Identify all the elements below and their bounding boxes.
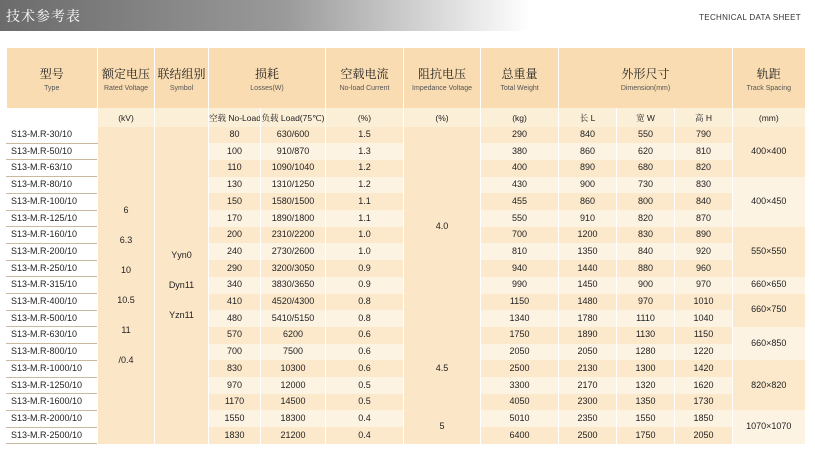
noload-current-cell: 0.6 — [326, 344, 404, 361]
dim-l-cell: 860 — [559, 143, 617, 160]
noload-current-cell: 0.6 — [326, 360, 404, 377]
dim-l-cell: 860 — [559, 193, 617, 210]
dim-l-cell: 2500 — [559, 427, 617, 444]
noload-loss-cell: 480 — [209, 310, 261, 327]
load-loss-cell: 10300 — [261, 360, 326, 377]
units-symbol — [155, 108, 209, 127]
dim-l-cell: 1450 — [559, 277, 617, 294]
dim-w-cell: 1130 — [617, 327, 675, 344]
load-loss-cell: 6200 — [261, 327, 326, 344]
load-loss-cell: 1580/1500 — [261, 193, 326, 210]
voltage-value: 11 — [121, 325, 131, 336]
load-loss-cell: 12000 — [261, 377, 326, 394]
load-loss-cell: 21200 — [261, 427, 326, 444]
dim-h-cell: 790 — [675, 127, 733, 143]
weight-cell: 2050 — [481, 344, 559, 361]
type-cell: S13-M.R-1250/10 — [7, 377, 98, 394]
type-cell: S13-M.R-2500/10 — [7, 427, 98, 444]
load-loss-cell: 910/870 — [261, 143, 326, 160]
weight-cell: 1340 — [481, 310, 559, 327]
track-spacing-cell: 400×400 — [733, 127, 805, 177]
weight-cell: 5010 — [481, 410, 559, 427]
type-cell: S13-M.R-630/10 — [7, 327, 98, 344]
noload-loss-cell: 240 — [209, 243, 261, 260]
dim-h-cell: 2050 — [675, 427, 733, 444]
type-cell: S13-M.R-1000/10 — [7, 360, 98, 377]
column-header-weight: 总重量 Total Weight — [481, 48, 559, 108]
rated-voltage-cell — [98, 127, 155, 444]
dim-l-cell: 910 — [559, 210, 617, 227]
type-cell: S13-M.R-30/10 — [7, 127, 98, 143]
dim-l-cell: 890 — [559, 160, 617, 177]
column-header-type: 型号 Type — [7, 48, 98, 108]
technical-data-table — [6, 48, 804, 444]
dim-h-cell: 870 — [675, 210, 733, 227]
dim-w-cell: 970 — [617, 294, 675, 311]
noload-loss-cell: 570 — [209, 327, 261, 344]
weight-cell: 290 — [481, 127, 559, 143]
track-spacing-cell: 400×450 — [733, 177, 805, 227]
voltage-value: 10 — [120, 265, 131, 276]
load-loss-cell: 5410/5150 — [261, 310, 326, 327]
noload-loss-cell: 100 — [209, 143, 261, 160]
noload-loss-cell: 150 — [209, 193, 261, 210]
dim-w-cell: 680 — [617, 160, 675, 177]
noload-loss-cell: 970 — [209, 377, 261, 394]
dim-h-cell: 1150 — [675, 327, 733, 344]
type-cell: S13-M.R-80/10 — [7, 177, 98, 194]
noload-current-cell: 1.2 — [326, 160, 404, 177]
page-header — [0, 0, 815, 31]
dim-w-cell: 1550 — [617, 410, 675, 427]
dim-l-cell: 900 — [559, 177, 617, 194]
weight-cell: 700 — [481, 227, 559, 244]
units-voltage: (kV) — [98, 108, 155, 127]
units-current: (%) — [326, 108, 404, 127]
type-cell: S13-M.R-63/10 — [7, 160, 98, 177]
voltage-value: 6 — [123, 205, 129, 216]
noload-current-cell: 1.2 — [326, 177, 404, 194]
dim-w-cell: 1280 — [617, 344, 675, 361]
dim-l-cell: 2300 — [559, 394, 617, 411]
weight-cell: 430 — [481, 177, 559, 194]
dim-h-cell: 1040 — [675, 310, 733, 327]
dim-l-cell: 840 — [559, 127, 617, 143]
dim-l-cell: 1200 — [559, 227, 617, 244]
dim-w-cell: 730 — [617, 177, 675, 194]
noload-loss-cell: 1830 — [209, 427, 261, 444]
dim-l-cell: 1780 — [559, 310, 617, 327]
dim-h-cell: 890 — [675, 227, 733, 244]
dim-h-cell: 820 — [675, 160, 733, 177]
weight-cell: 380 — [481, 143, 559, 160]
dim-l-cell: 2170 — [559, 377, 617, 394]
table-row — [7, 127, 805, 143]
dim-w-cell: 820 — [617, 210, 675, 227]
units-impedance: (%) — [404, 108, 481, 127]
dim-w-cell: 800 — [617, 193, 675, 210]
units-type — [7, 108, 98, 127]
impedance-cell: 4.5 — [404, 327, 481, 411]
noload-loss-cell: 290 — [209, 260, 261, 277]
dim-h-cell: 840 — [675, 193, 733, 210]
dim-l-cell: 2130 — [559, 360, 617, 377]
weight-cell: 400 — [481, 160, 559, 177]
column-header-track: 轨距 Track Spacing — [733, 48, 805, 108]
load-loss-cell: 1310/1250 — [261, 177, 326, 194]
weight-cell: 455 — [481, 193, 559, 210]
weight-cell: 940 — [481, 260, 559, 277]
impedance-cell: 4.0 — [404, 127, 481, 327]
type-cell: S13-M.R-160/10 — [7, 227, 98, 244]
dim-h-cell: 920 — [675, 243, 733, 260]
symbol-value: Yzn11 — [169, 310, 194, 321]
dim-h-cell: 830 — [675, 177, 733, 194]
noload-current-cell: 0.6 — [326, 327, 404, 344]
units-loss-noload: 空载 No-Load — [209, 108, 261, 127]
type-cell: S13-M.R-125/10 — [7, 210, 98, 227]
track-spacing-cell: 550×550 — [733, 227, 805, 277]
column-header-noload-current: 空载电流 No-load Current — [326, 48, 404, 108]
dim-h-cell: 970 — [675, 277, 733, 294]
load-loss-cell: 1890/1800 — [261, 210, 326, 227]
column-header-impedance: 阻抗电压 Impedance Voltage — [404, 48, 481, 108]
type-cell: S13-M.R-2000/10 — [7, 410, 98, 427]
dim-l-cell: 1350 — [559, 243, 617, 260]
noload-current-cell: 1.5 — [326, 127, 404, 143]
noload-loss-cell: 80 — [209, 127, 261, 143]
column-header-dimension: 外形尺寸 Dimension(mm) — [559, 48, 733, 108]
page-title-en: TECHNICAL DATA SHEET — [699, 13, 801, 22]
noload-current-cell: 1.0 — [326, 227, 404, 244]
weight-cell: 2500 — [481, 360, 559, 377]
dim-w-cell: 1320 — [617, 377, 675, 394]
noload-current-cell: 0.5 — [326, 394, 404, 411]
load-loss-cell: 3200/3050 — [261, 260, 326, 277]
load-loss-cell: 14500 — [261, 394, 326, 411]
weight-cell: 550 — [481, 210, 559, 227]
symbol-cell — [155, 127, 209, 444]
dim-l-cell: 1480 — [559, 294, 617, 311]
type-cell: S13-M.R-400/10 — [7, 294, 98, 311]
dim-l-cell: 1890 — [559, 327, 617, 344]
column-header-losses: 损耗 Losses(W) — [209, 48, 326, 108]
dim-w-cell: 1750 — [617, 427, 675, 444]
impedance-cell: 5 — [404, 410, 481, 443]
noload-loss-cell: 410 — [209, 294, 261, 311]
voltage-value: 6.3 — [119, 235, 133, 246]
noload-current-cell: 0.8 — [326, 310, 404, 327]
weight-cell: 1150 — [481, 294, 559, 311]
load-loss-cell: 1090/1040 — [261, 160, 326, 177]
voltage-value: /0.4 — [118, 355, 134, 366]
noload-current-cell: 0.4 — [326, 410, 404, 427]
noload-current-cell: 0.8 — [326, 294, 404, 311]
track-spacing-cell: 1070×1070 — [733, 410, 805, 443]
units-weight: (kg) — [481, 108, 559, 127]
dim-l-cell: 1440 — [559, 260, 617, 277]
symbol-value: Dyn11 — [168, 280, 195, 291]
noload-current-cell: 1.3 — [326, 143, 404, 160]
dim-w-cell: 1350 — [617, 394, 675, 411]
weight-cell: 3300 — [481, 377, 559, 394]
noload-loss-cell: 170 — [209, 210, 261, 227]
voltage-value: 10.5 — [117, 295, 135, 306]
units-loss-load: 负载 Load(75℃) — [261, 108, 326, 127]
noload-current-cell: 0.9 — [326, 277, 404, 294]
noload-current-cell: 1.1 — [326, 193, 404, 210]
noload-current-cell: 0.4 — [326, 427, 404, 444]
dim-h-cell: 1620 — [675, 377, 733, 394]
noload-loss-cell: 340 — [209, 277, 261, 294]
dim-w-cell: 550 — [617, 127, 675, 143]
table-body — [7, 127, 805, 444]
load-loss-cell: 2310/2200 — [261, 227, 326, 244]
noload-loss-cell: 700 — [209, 344, 261, 361]
dim-w-cell: 620 — [617, 143, 675, 160]
dim-w-cell: 840 — [617, 243, 675, 260]
type-cell: S13-M.R-50/10 — [7, 143, 98, 160]
dim-w-cell: 880 — [617, 260, 675, 277]
column-header-symbol: 联结组别 Symbol — [155, 48, 209, 108]
noload-current-cell: 0.5 — [326, 377, 404, 394]
header-row — [7, 48, 805, 108]
noload-loss-cell: 1550 — [209, 410, 261, 427]
units-dim-w: 宽 W — [617, 108, 675, 127]
type-cell: S13-M.R-250/10 — [7, 260, 98, 277]
type-cell: S13-M.R-315/10 — [7, 277, 98, 294]
noload-current-cell: 1.1 — [326, 210, 404, 227]
track-spacing-cell: 820×820 — [733, 360, 805, 410]
noload-current-cell: 0.9 — [326, 260, 404, 277]
column-header-voltage: 额定电压 Rated Voltage — [98, 48, 155, 108]
units-dim-h: 高 H — [675, 108, 733, 127]
dim-h-cell: 1010 — [675, 294, 733, 311]
dim-w-cell: 830 — [617, 227, 675, 244]
dim-h-cell: 1850 — [675, 410, 733, 427]
load-loss-cell: 3830/3650 — [261, 277, 326, 294]
load-loss-cell: 2730/2600 — [261, 243, 326, 260]
load-loss-cell: 4520/4300 — [261, 294, 326, 311]
dim-h-cell: 1420 — [675, 360, 733, 377]
units-dim-l: 长 L — [559, 108, 617, 127]
noload-loss-cell: 110 — [209, 160, 261, 177]
weight-cell: 810 — [481, 243, 559, 260]
units-row — [7, 108, 805, 127]
noload-loss-cell: 200 — [209, 227, 261, 244]
noload-loss-cell: 830 — [209, 360, 261, 377]
dim-w-cell: 900 — [617, 277, 675, 294]
dim-h-cell: 1220 — [675, 344, 733, 361]
units-track: (mm) — [733, 108, 805, 127]
type-cell: S13-M.R-200/10 — [7, 243, 98, 260]
weight-cell: 990 — [481, 277, 559, 294]
type-cell: S13-M.R-500/10 — [7, 310, 98, 327]
dim-w-cell: 1110 — [617, 310, 675, 327]
track-spacing-cell: 660×650 — [733, 277, 805, 294]
dim-h-cell: 810 — [675, 143, 733, 160]
load-loss-cell: 18300 — [261, 410, 326, 427]
dim-h-cell: 960 — [675, 260, 733, 277]
dim-h-cell: 1730 — [675, 394, 733, 411]
noload-loss-cell: 130 — [209, 177, 261, 194]
dim-l-cell: 2050 — [559, 344, 617, 361]
noload-loss-cell: 1170 — [209, 394, 261, 411]
weight-cell: 4050 — [481, 394, 559, 411]
track-spacing-cell: 660×750 — [733, 294, 805, 327]
type-cell: S13-M.R-1600/10 — [7, 394, 98, 411]
load-loss-cell: 630/600 — [261, 127, 326, 143]
weight-cell: 1750 — [481, 327, 559, 344]
noload-current-cell: 1.0 — [326, 243, 404, 260]
dim-l-cell: 2350 — [559, 410, 617, 427]
load-loss-cell: 7500 — [261, 344, 326, 361]
track-spacing-cell: 660×850 — [733, 327, 805, 360]
type-cell: S13-M.R-800/10 — [7, 344, 98, 361]
symbol-value: Yyn0 — [171, 250, 192, 261]
dim-w-cell: 1300 — [617, 360, 675, 377]
page-title: 技术参考表 — [6, 8, 81, 24]
weight-cell: 6400 — [481, 427, 559, 444]
type-cell: S13-M.R-100/10 — [7, 193, 98, 210]
